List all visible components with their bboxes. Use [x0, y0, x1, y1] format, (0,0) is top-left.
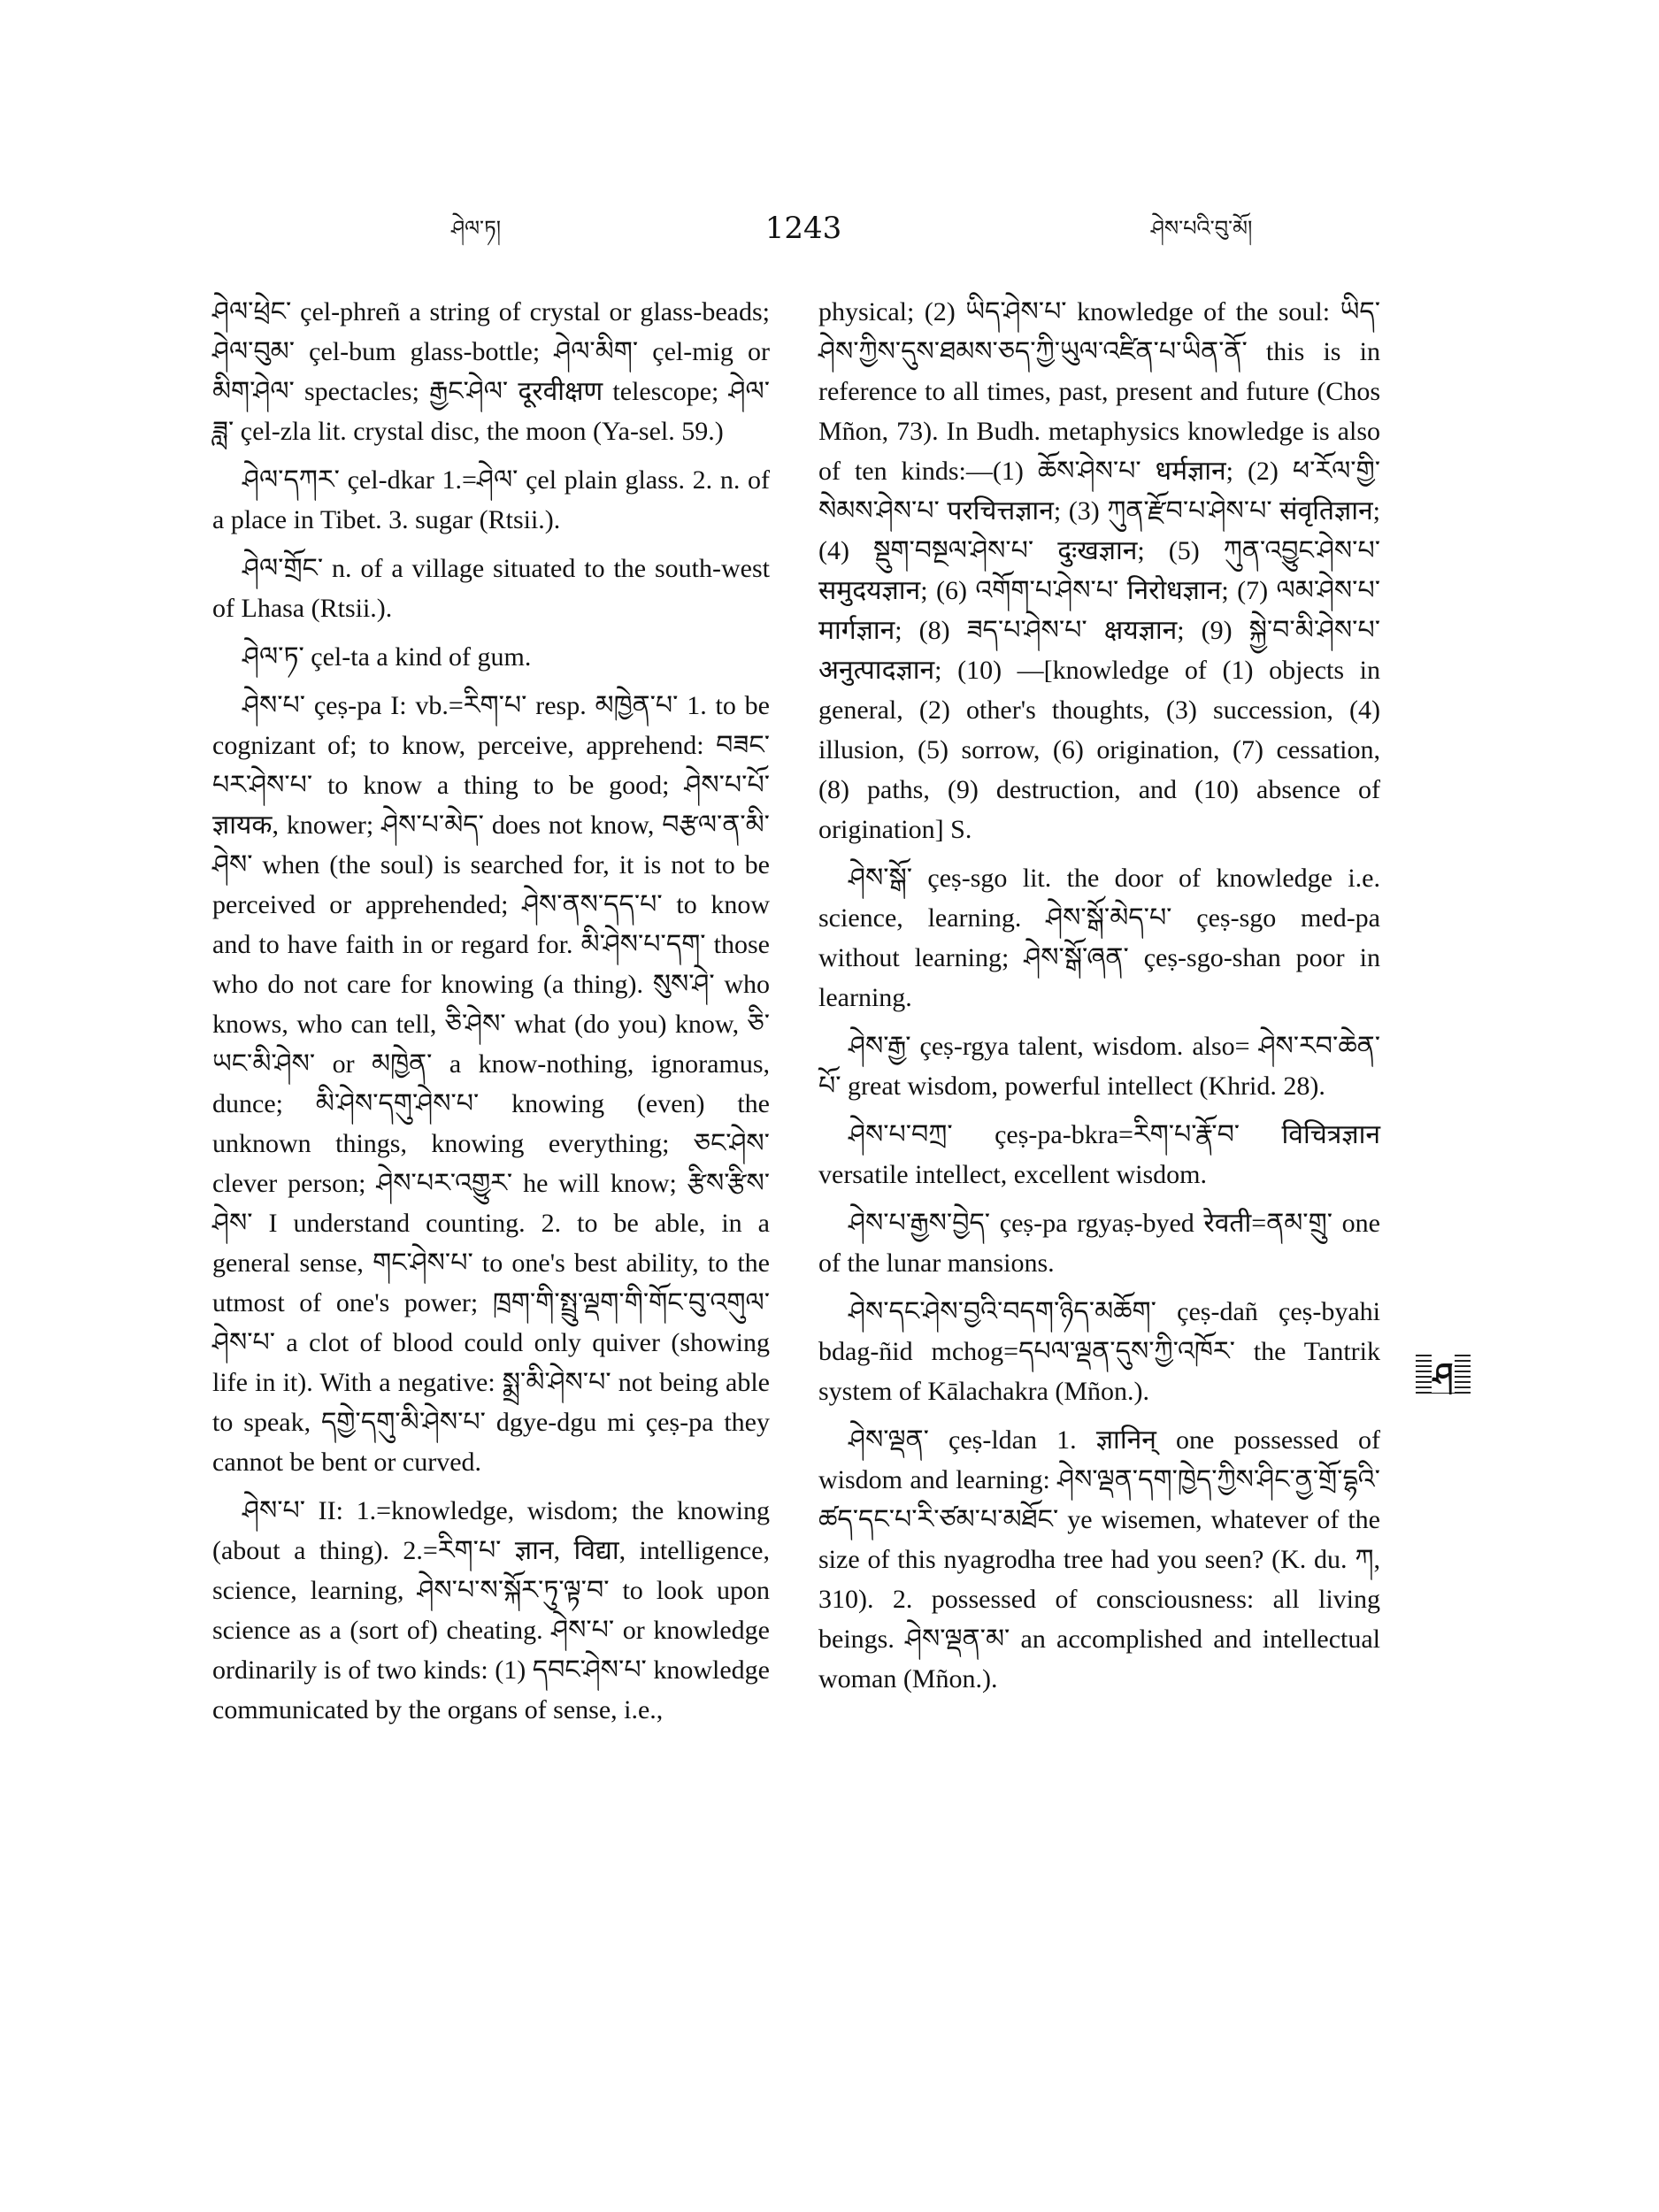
- entry: ཤེས་པ་བཀྲ་ çeṣ-pa-bkra=རིག་པ་རྣོ་བ་ विचित्रज्ञान versatile intellect, excellent wisdom.: [818, 1120, 1380, 1189]
- letter-thumb-index-icon: [1416, 1352, 1471, 1394]
- entry: ཤེལ་ཏ་ çel-ta a kind of gum.: [242, 642, 532, 672]
- entry: ཤེས་སྒོ་ çeṣ-sgo lit. the door of knowledge i.e. science, learning. ཤེས་སྒོ་མེད་པ་ çeṣ-sgo med-pa without learning; ཤེས་སྒོ་ཞན་ çeṣ-sgo-shan poor in learning.: [818, 864, 1380, 1012]
- page-header: [211, 211, 1389, 264]
- entry: ཤེལ་ཕྲེང་ çel-phreñ a string of crystal or glass-beads; ཤེལ་བུམ་ çel-bum glass-bottle; ཤེལ་མིག་ çel-mig or མིག་ཤེལ་ spectacles; རྒྱང་ཤེལ་ दूरवीक्षण telescope; ཤེལ་ཟླ་ çel-zla lit. crystal disc, the moon (Ya-sel. 59.): [212, 297, 770, 446]
- entry: ཤེས་རྒྱ་ çeṣ-rgya talent, wisdom. also= ཤེས་རབ་ཆེན་པོ་ great wisdom, powerful intellect (Khrid. 28).: [818, 1032, 1380, 1101]
- entry: physical; (2) ཡིད་ཤེས་པ་ knowledge of the soul: ཡིད་ཤེས་ཀྱིས་དུས་ཐམས་ཅད་ཀྱི་ཡུལ་འཛིན་པ་ཡིན་ནོ་ this is in reference to all times, past, present and future (Chos Mñon, 73). In Budh. metaphysics knowledge is also of ten kinds:—(1) ཆོས་ཤེས་པ་ धर्मज्ञान; (2) ཕ་རོལ་གྱི་སེམས་ཤེས་པ་ परचित्तज्ञान; (3) ཀུན་རྫོབ་པ་ཤེས་པ་ संवृतिज्ञान; (4) སྡུག་བསྔལ་ཤེས་པ་ दुःखज्ञान; (5) ཀུན་འབྱུང་ཤེས་པ་ समुदयज्ञान; (6) འགོག་པ་ཤེས་པ་ निरोधज्ञान; (7) ལམ་ཤེས་པ་ मार्गज्ञान; (8) ཟད་པ་ཤེས་པ་ क्षयज्ञान; (9) སྐྱེ་བ་མི་ཤེས་པ་ अनुत्पादज्ञान; (10) —[knowledge of (1) objects in general, (2) other's thoughts, (3) succession, (4) illusion, (5) sorrow, (6) origination, (7) cessation, (8) paths, (9) destruction, and (10) absence of origination] S.: [818, 297, 1380, 844]
- entry: ཤེལ་གྲོང་ n. of a village situated to the south-west of Lhasa (Rtsii.).: [212, 554, 770, 623]
- entry: ཤེས་པ་རྒྱས་བྱེད་ çeṣ-pa rgyaṣ-byed रेवती=ནམ་གྲུ་ one of the lunar mansions.: [818, 1209, 1380, 1278]
- running-head-left: ཤེལ་ཏ།: [450, 216, 502, 241]
- entry: ཤེས་དང་ཤེས་བྱའི་བདག་ཉིད་མཆོག་ çeṣ-dañ çeṣ-byahi bdag-ñid mchog=དཔལ་ལྡན་དུས་ཀྱི་འཁོར་ the Tantrik system of Kālachakra (Mñon.).: [818, 1297, 1380, 1406]
- entry: ཤེས་པ་ II: 1.=knowledge, wisdom; the knowing (about a thing). 2.=རིག་པ་ ज्ञान, विद्या, intelligence, science, learning, ཤེས་པ་ས་སྐོར་ཏུ་ལྟ་བ་ to look upon science as a (sort of) cheating. ཤེས་པ་ or knowledge ordinarily is of two kinds: (1) དབང་ཤེས་པ་ knowledge communicated by the organs of sense, i.e.,: [212, 1496, 770, 1724]
- entry: ཤེས་པ་ çeṣ-pa I: vb.=རིག་པ་ resp. མཁྱེན་པ་ 1. to be cognizant of; to know, perceive, apprehend: བཟང་པར་ཤེས་པ་ to know a thing to be good; ཤེས་པ་པོ་ ज्ञायक, knower; ཤེས་པ་མེད་ does not know, བརྩལ་ན་མི་ཤེས་ when (the soul) is searched for, it is not to be perceived or apprehended; ཤེས་ནས་དད་པ་ to know and to have faith in or regard for. མི་ཤེས་པ་དག་ those who do not care for knowing (a thing). སུས་ཤེ་ who knows, who can tell, ཅི་ཤེས་ what (do you) know, ཅི་ཡང་མི་ཤེས་ or མཁྱེན་ a know-nothing, ignoramus, dunce; མི་ཤེས་དགུ་ཤེས་པ་ knowing (even) the unknown things, knowing everything; ཅང་ཤེས་ clever person; ཤེས་པར་འགྱུར་ he will know; རྩིས་རྩིས་ཤེས་ I understand counting. 2. to be able, in a general sense, གང་ཤེས་པ་ to one's best ability, to the utmost of one's power; ཁྲག་གི་སྤྲུ་ལྡག་གི་གོང་བུ་འགུལ་ཤེས་པ་ a clot of blood could only quiver (showing life in it). With a negative: སྨྲ་མི་ཤེས་པ་ not being able to speak, དགྱེ་དགུ་མི་ཤེས་པ་ dgye-dgu mi çeṣ-pa they cannot be bent or curved.: [212, 691, 770, 1477]
- marker-glyph: ཤ: [1432, 1357, 1454, 1394]
- page-number: 1243: [764, 211, 842, 246]
- entry: ཤེས་ལྡན་ çeṣ-ldan 1. ज्ञानिन् one possessed of wisdom and learning: ཤེས་ལྡན་དག་ཁྱེད་ཀྱིས་ཤིང་ནྱ་གྲོ་དྷའི་ཚད་དང་པ་རི་ཙམ་པ་མཐོང་ ye wisemen, whatever of the size of this nyagrodha tree had you seen? (K. du. ཀ, 310). 2. possessed of consciousness: all living beings. ཤེས་ལྡན་མ་ an accomplished and intellectual woman (Mñon.).: [818, 1425, 1380, 1694]
- right-column: [818, 292, 1380, 1708]
- entry: ཤེལ་དཀར་ çel-dkar 1.=ཤེལ་ çel plain glass. 2. n. of a place in Tibet. 3. sugar (Rtsii.).: [212, 465, 770, 534]
- thumb-index-graphic: [1416, 1352, 1471, 1394]
- running-head-right: ཤེས་པའི་བུ་མོ།: [1150, 216, 1253, 241]
- left-column: [212, 292, 770, 1739]
